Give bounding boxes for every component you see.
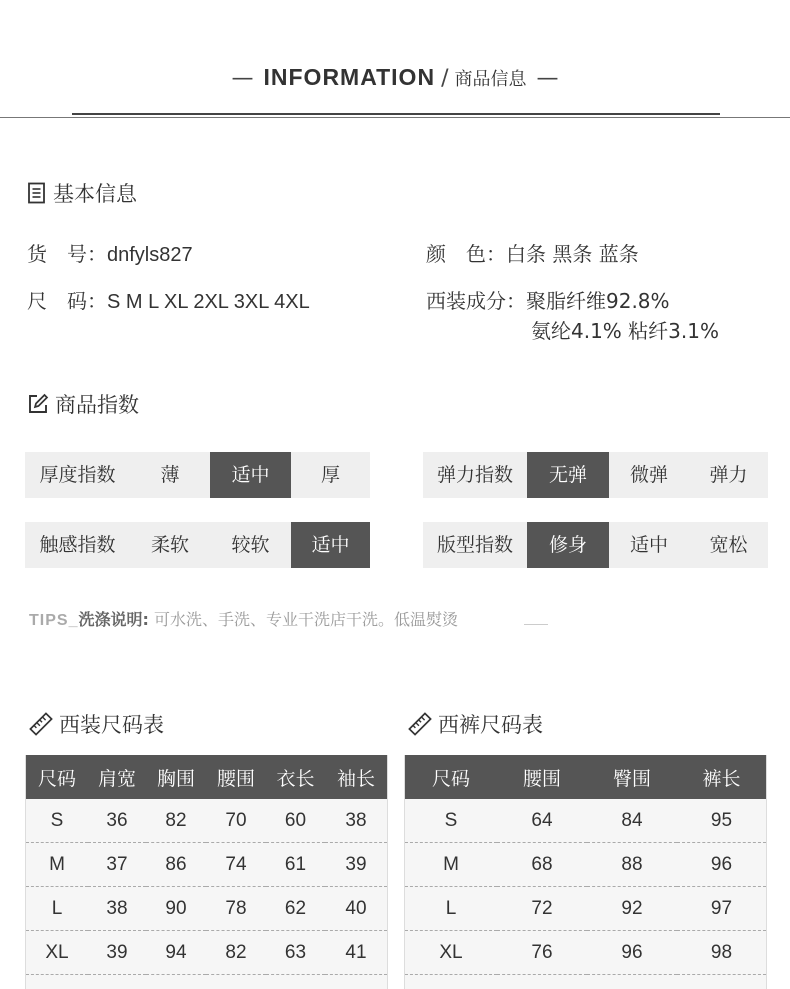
suit-table-header-row — [26, 755, 387, 799]
tips-heading: 洗涤说明: — [78, 610, 148, 629]
tips-prefix: TIPS_ — [29, 612, 78, 629]
table-cell: 96 — [677, 843, 766, 887]
table-cell: XL — [26, 931, 88, 975]
basic-info-title: 基本信息 — [53, 178, 137, 208]
header-underline — [72, 113, 720, 115]
header-dash-left: — — [232, 66, 254, 91]
header-title-en: INFORMATION — [264, 64, 436, 90]
touch-option-soft: 柔软 — [130, 522, 210, 568]
table-row — [405, 931, 766, 975]
table-cell: 84 — [587, 799, 677, 843]
fit-index-label: 版型指数 — [423, 522, 527, 568]
table-row — [405, 887, 766, 931]
fit-option-slim-selected: 修身 — [527, 522, 609, 568]
thickness-index-label: 厚度指数 — [25, 452, 130, 498]
suit-size-table-wrap — [25, 755, 388, 989]
edit-icon — [27, 393, 49, 415]
fabric-row — [426, 285, 670, 314]
suit-col-length: 衣长 — [266, 755, 325, 799]
table-cell: 60 — [266, 799, 325, 843]
table-cell: 72 — [497, 887, 587, 931]
pants-table-header-row — [405, 755, 766, 799]
table-cell: 82 — [206, 931, 266, 975]
suit-col-size: 尺码 — [26, 755, 88, 799]
table-cell: L — [26, 887, 88, 931]
suit-size-heading — [29, 709, 164, 739]
table-row-cut — [405, 975, 766, 989]
table-cell: S — [405, 799, 497, 843]
header-title-cn: 商品信息 — [454, 69, 526, 90]
table-cell: M — [26, 843, 88, 887]
thickness-option-medium-selected: 适中 — [210, 452, 291, 498]
table-cell: 86 — [146, 843, 206, 887]
pants-col-waist: 腰围 — [497, 755, 587, 799]
suit-col-waist: 腰围 — [206, 755, 266, 799]
touch-index-bar — [25, 522, 370, 568]
color-value: 白条 黑条 蓝条 — [506, 242, 639, 266]
table-cell: 98 — [677, 931, 766, 975]
pants-col-size: 尺码 — [405, 755, 497, 799]
table-cell: 61 — [266, 843, 325, 887]
tips-divider — [524, 624, 548, 625]
table-cell: 39 — [325, 843, 387, 887]
table-cell: 62 — [266, 887, 325, 931]
document-icon — [27, 182, 47, 204]
table-cell: 82 — [146, 799, 206, 843]
table-cell: 74 — [206, 843, 266, 887]
fabric-label: 西装成分： — [426, 285, 526, 314]
table-cell: 97 — [677, 887, 766, 931]
elasticity-index-label: 弹力指数 — [423, 452, 527, 498]
header-dash-right: — — [536, 66, 558, 91]
suit-col-shoulder: 肩宽 — [88, 755, 146, 799]
suit-col-sleeve: 袖长 — [325, 755, 387, 799]
pants-size-table-wrap — [404, 755, 767, 989]
item-number-value: dnfyls827 — [107, 244, 193, 266]
suit-col-chest: 胸围 — [146, 755, 206, 799]
table-cell: 88 — [587, 843, 677, 887]
table-row — [26, 843, 387, 887]
fit-index-bar — [423, 522, 768, 568]
size-row — [27, 285, 310, 314]
pants-col-hip: 臀围 — [587, 755, 677, 799]
table-cell: 90 — [146, 887, 206, 931]
table-cell: 41 — [325, 931, 387, 975]
table-cell: 70 — [206, 799, 266, 843]
table-cell: 36 — [88, 799, 146, 843]
table-cell: 38 — [325, 799, 387, 843]
page-header — [0, 64, 790, 91]
suit-size-title: 西装尺码表 — [59, 709, 164, 739]
table-cell: 92 — [587, 887, 677, 931]
table-cell: 68 — [497, 843, 587, 887]
table-row — [405, 799, 766, 843]
elasticity-option-none-selected: 无弹 — [527, 452, 609, 498]
table-cell: 40 — [325, 887, 387, 931]
table-cell: 64 — [497, 799, 587, 843]
table-cell: 78 — [206, 887, 266, 931]
item-number-label: 货 号： — [27, 238, 107, 267]
table-cell: 38 — [88, 887, 146, 931]
header-slash: / — [441, 66, 448, 91]
pants-col-length: 裤长 — [677, 755, 766, 799]
table-row — [405, 843, 766, 887]
size-label: 尺 码： — [27, 285, 107, 314]
elasticity-option-stretch: 弹力 — [689, 452, 768, 498]
color-label: 颜 色： — [426, 238, 506, 267]
table-row-cut — [26, 975, 387, 989]
table-row — [26, 887, 387, 931]
touch-option-fairly-soft: 较软 — [210, 522, 291, 568]
table-cell: 95 — [677, 799, 766, 843]
fabric-value-line1: 聚脂纤维92.8% — [526, 289, 670, 313]
indices-title: 商品指数 — [55, 389, 139, 419]
elasticity-index-bar — [423, 452, 768, 498]
ruler-icon — [408, 712, 432, 736]
table-cell: S — [26, 799, 88, 843]
table-cell: L — [405, 887, 497, 931]
pants-size-table — [405, 755, 766, 989]
table-cell: 37 — [88, 843, 146, 887]
table-cell: 39 — [88, 931, 146, 975]
item-number-row — [27, 238, 193, 267]
pants-size-heading — [408, 709, 543, 739]
color-row — [426, 238, 639, 267]
thickness-index-bar — [25, 452, 370, 498]
touch-index-label: 触感指数 — [25, 522, 130, 568]
table-cell: 76 — [497, 931, 587, 975]
table-cell: XL — [405, 931, 497, 975]
pants-size-title: 西裤尺码表 — [438, 709, 543, 739]
washing-tips — [29, 607, 458, 630]
header-divider — [0, 117, 790, 118]
table-cell: 63 — [266, 931, 325, 975]
touch-option-medium-selected: 适中 — [291, 522, 370, 568]
table-cell: M — [405, 843, 497, 887]
basic-info-heading — [27, 178, 137, 208]
size-value: S M L XL 2XL 3XL 4XL — [107, 291, 310, 313]
fabric-value-line2: 氨纶4.1% 粘纤3.1% — [531, 315, 719, 344]
table-row — [26, 931, 387, 975]
thickness-option-thin: 薄 — [130, 452, 210, 498]
suit-size-table — [26, 755, 387, 989]
table-row — [26, 799, 387, 843]
elasticity-option-slight: 微弹 — [609, 452, 689, 498]
fit-option-loose: 宽松 — [689, 522, 768, 568]
tips-text: 可水洗、手洗、专业干洗店干洗。低温熨烫 — [154, 610, 458, 629]
indices-heading — [27, 389, 139, 419]
fit-option-regular: 适中 — [609, 522, 689, 568]
table-cell: 94 — [146, 931, 206, 975]
ruler-icon — [29, 712, 53, 736]
thickness-option-thick: 厚 — [291, 452, 370, 498]
table-cell: 96 — [587, 931, 677, 975]
